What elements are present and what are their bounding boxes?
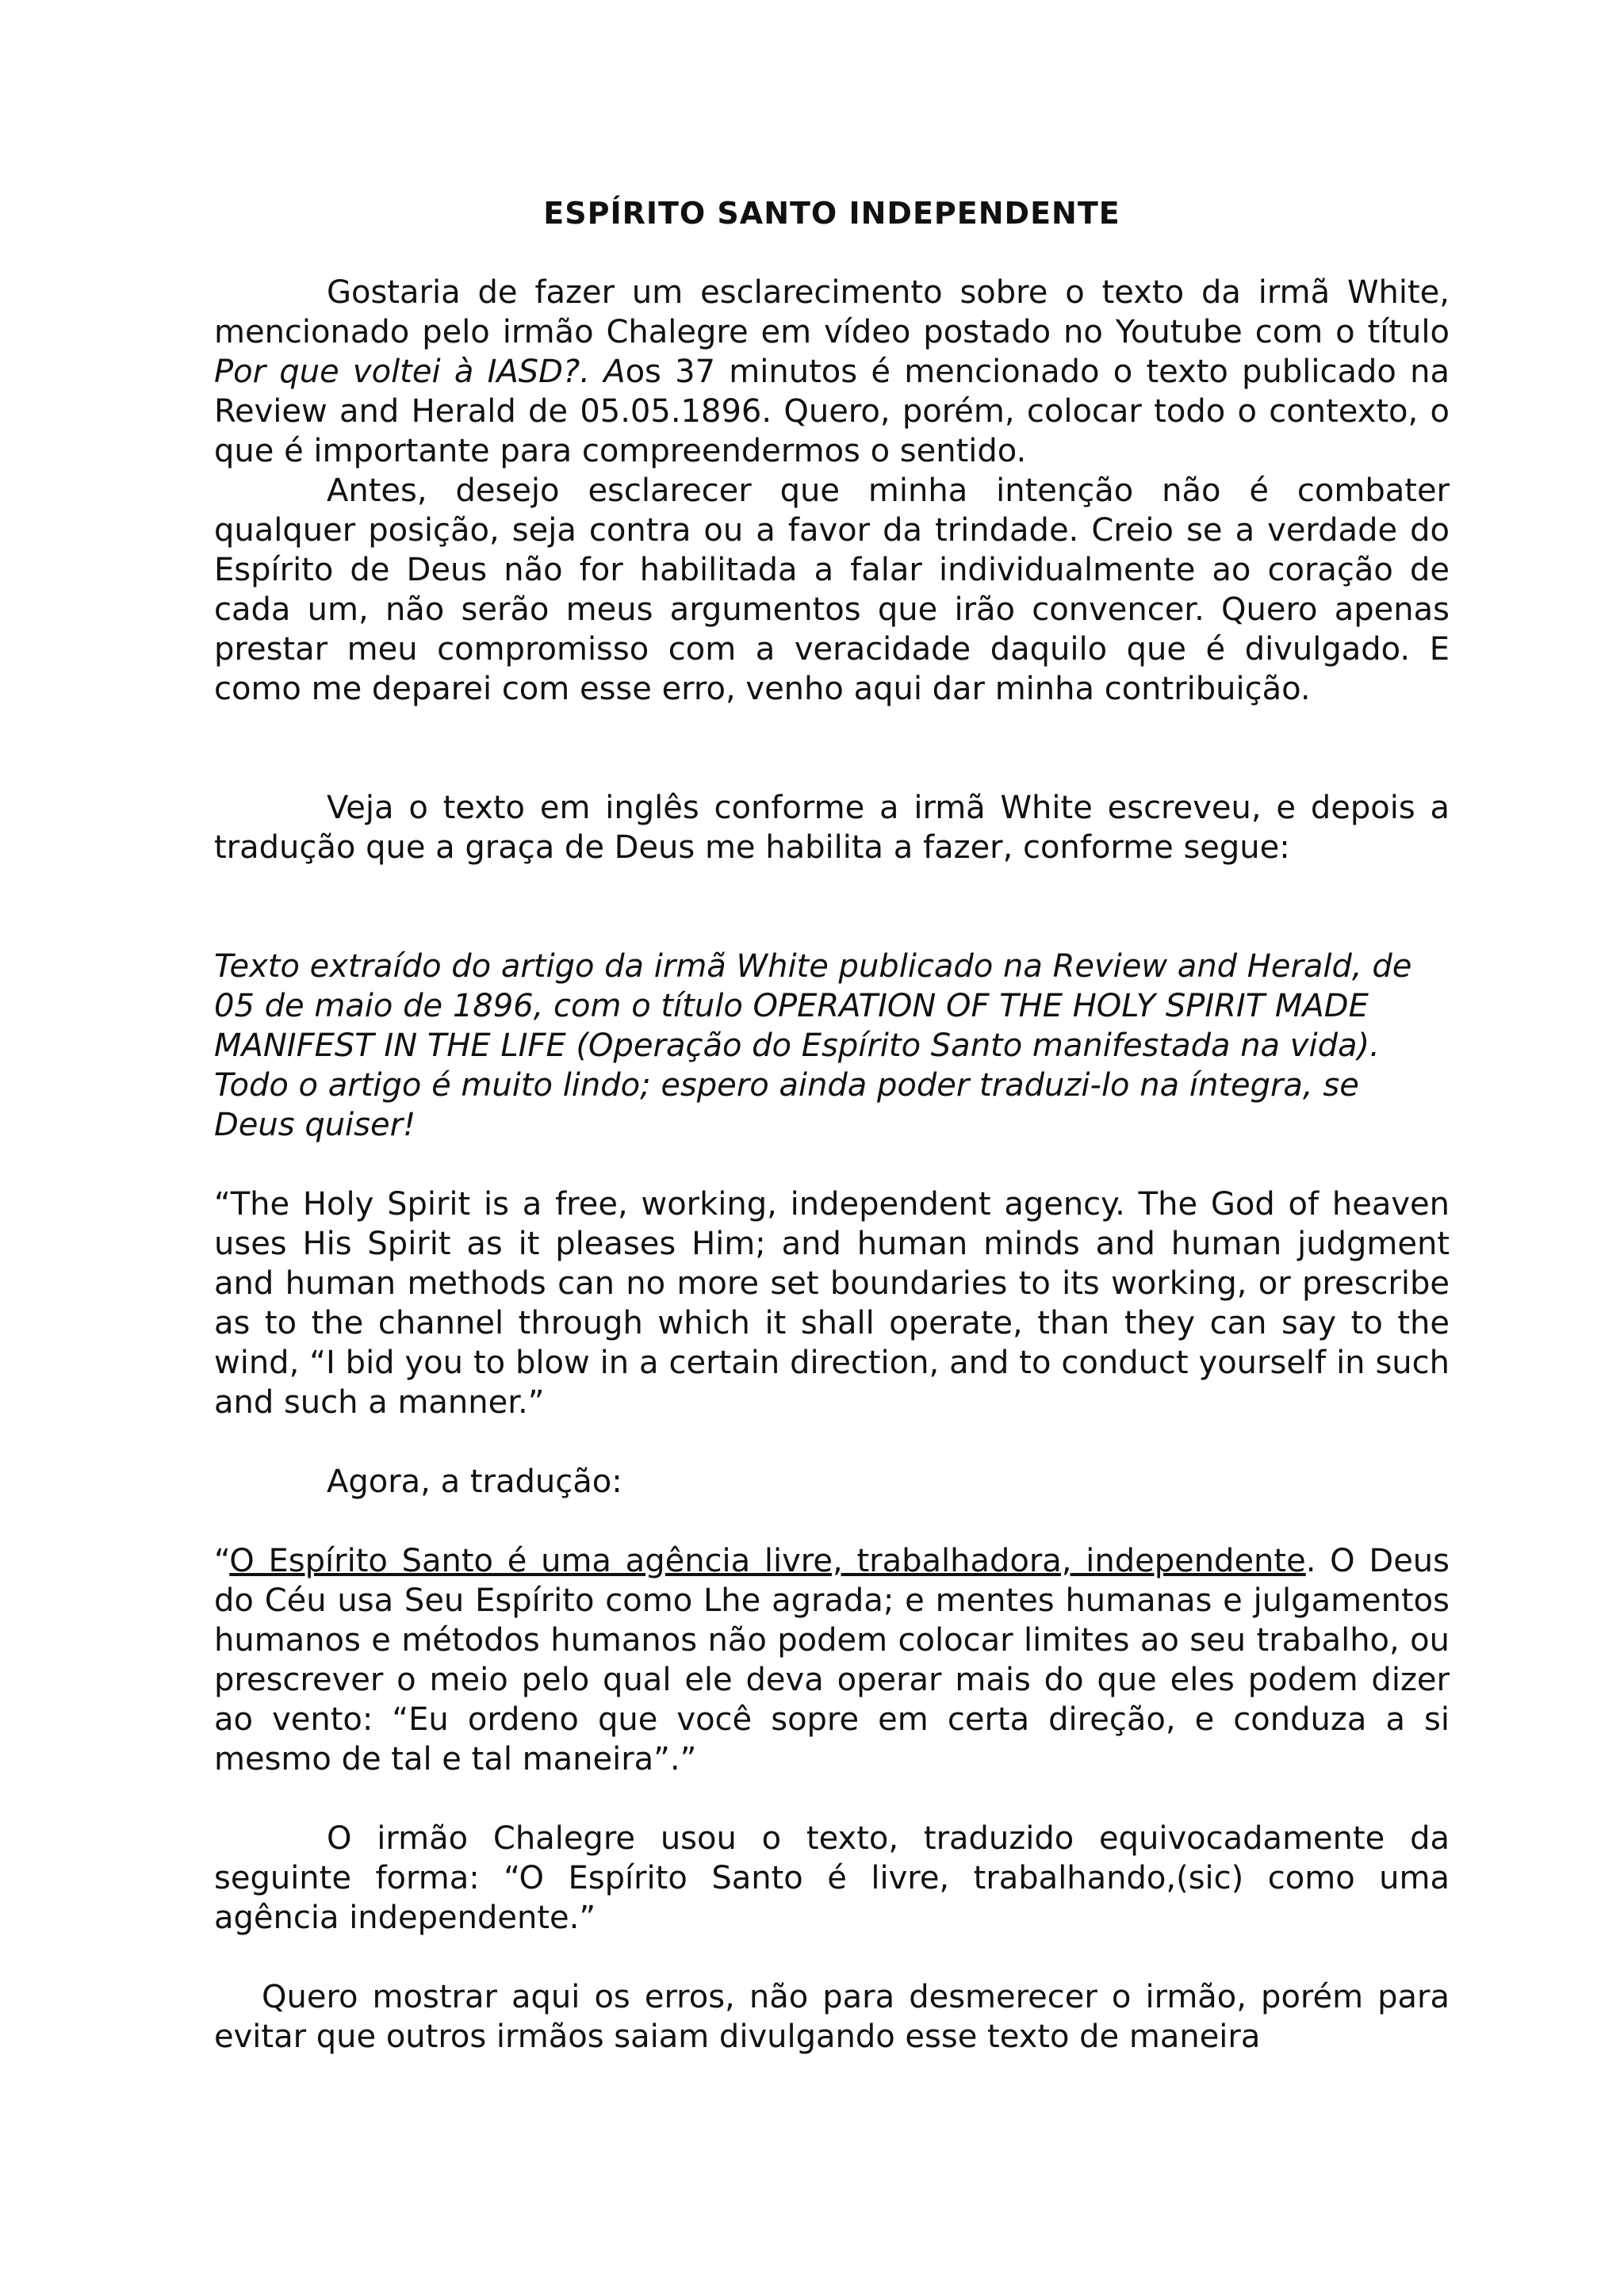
paragraph-wrong-translation: O irmão Chalegre usou o texto, traduzido equivocadamente da seguinte forma: “O Espírito Santo é livre, trabalhando,(sic) como uma agência independente.” <box>214 1820 1450 1936</box>
quote-portuguese <box>214 1541 1450 1779</box>
paragraph-english-note: Veja o texto em inglês conforme a irmã White escreveu, e depois a tradução que a graça de Deus me habilita a fazer, conforme segue: <box>214 790 1450 866</box>
video-title: Por que voltei à IASD?. A <box>214 354 626 390</box>
document-title: ESPÍRITO SANTO INDEPENDENTE <box>543 196 1120 231</box>
quote-english: “The Holy Spirit is a free, working, independent agency. The God of heaven uses His Spirit as it pleases Him; and human minds and human judgment and human methods can no more set boundaries to its working, or prescribe as to the channel through which it shall operate, than they can say to the wind, “I bid you to blow in a certain direction, and to conduct yourself in such and such a manner.” <box>214 1186 1450 1421</box>
quote-open-mark: “ <box>214 1543 230 1579</box>
paragraph-translation-heading: Agora, a tradução: <box>327 1464 622 1500</box>
paragraph-errors: Quero mostrar aqui os erros, não para desmerecer o irmão, porém para evitar que outros irmãos saiam divulgando esse texto de maneira <box>214 1979 1450 2055</box>
quote-portuguese-rest: . O Deus do Céu usa Seu Espírito como Lhe agrada; e mentes humanas e julgamentos humanos e métodos humanos não podem colocar limites ao seu trabalho, ou prescrever o meio pelo qual ele deva operar mais do que eles podem dizer ao vento: “Eu ordeno que você sopre em certa direção, e conduza a si mesmo de tal e tal maneira”.” <box>214 1543 1450 1777</box>
paragraph-intro <box>214 273 1450 471</box>
document-page <box>214 0 1450 2296</box>
paragraph-article-reference: Texto extraído do artigo da irmã White publicado na Review and Herald, de 05 de maio de 1896, com o título OPERATION OF THE HOLY SPIRIT MADE MANIFEST IN THE LIFE (Operação do Espírito Santo manifestada na vida). Todo o artigo é muito lindo; espero ainda poder traduzi-lo na íntegra, se Deus quiser! <box>214 948 1412 1143</box>
paragraph-intro-text-b: os 37 minutos é mencionado o texto publicado na Review and Herald de 05.05.1896. Quero, porém, colocar todo o contexto, o que é importante para compreendermos o sentido. <box>214 354 1450 469</box>
paragraph-intention: Antes, desejo esclarecer que minha intenção não é combater qualquer posição, seja contra ou a favor da trindade. Creio se a verdade do Espírito de Deus não for habilitada a falar individualmente ao coração de cada um, não serão meus argumentos que irão convencer. Quero apenas prestar meu compromisso com a veracidade daquilo que é divulgado. E como me deparei com esse erro, venho aqui dar minha contribuição. <box>214 473 1450 707</box>
quote-underlined-phrase: O Espírito Santo é uma agência livre, trabalhadora, independente <box>229 1543 1306 1579</box>
paragraph-intro-text-a: Gostaria de fazer um esclarecimento sobre o texto da irmã White, mencionado pelo irmão Chalegre em vídeo postado no Youtube com o título <box>214 274 1450 350</box>
